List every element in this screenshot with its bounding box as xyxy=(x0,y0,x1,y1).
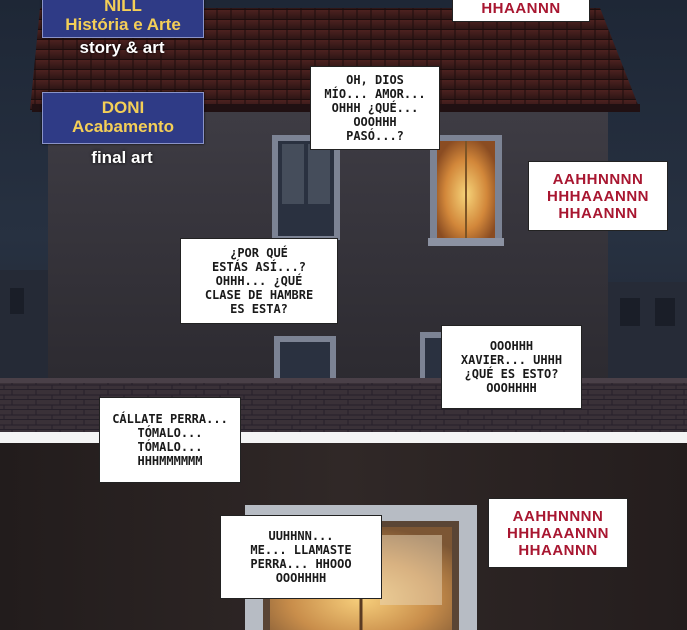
credit-finisher-role-pt: Acabamento xyxy=(71,117,175,136)
speech-bubble-llamaste: UUHHNN... ME... LLAMASTE PERRA... HHOOO OOOHHHH xyxy=(220,515,382,599)
credit-writer-name: NILL xyxy=(104,0,142,15)
credit-writer-box xyxy=(42,0,204,38)
credit-writer-role-en: story & art xyxy=(79,38,165,57)
credit-writer-role-pt: História e Arte xyxy=(65,15,181,34)
speech-bubble-xavier: OOOHHH XAVIER... UHHH ¿QUÉ ES ESTO? OOOHHHH xyxy=(441,325,582,409)
credit-finisher-name: DONI xyxy=(101,98,145,117)
speech-bubble-callate: CÁLLATE PERRA... TÓMALO... TÓMALO... HHHMMMMMM xyxy=(99,397,241,483)
scream-bubble-top: HHAANNN xyxy=(452,0,590,22)
credit-finisher-box xyxy=(42,92,204,144)
speech-bubble-oh-dios: OH, DIOS MÍO... AMOR... OHHH ¿QUÉ... OOOHHH PASÓ...? xyxy=(310,66,440,150)
scream-bubble-bottom: AAHHNNNN HHHAAANNN HHAANNN xyxy=(488,498,628,568)
scream-bubble-mid: AAHHNNNN HHHAAANNN HHAANNN xyxy=(528,161,668,231)
credit-finisher-role-en: final art xyxy=(91,148,153,167)
speech-bubble-por-que: ¿POR QUÉ ESTÁS ASÍ...? OHHH... ¿QUÉ CLASE DE HAMBRE ES ESTA? xyxy=(180,238,338,324)
